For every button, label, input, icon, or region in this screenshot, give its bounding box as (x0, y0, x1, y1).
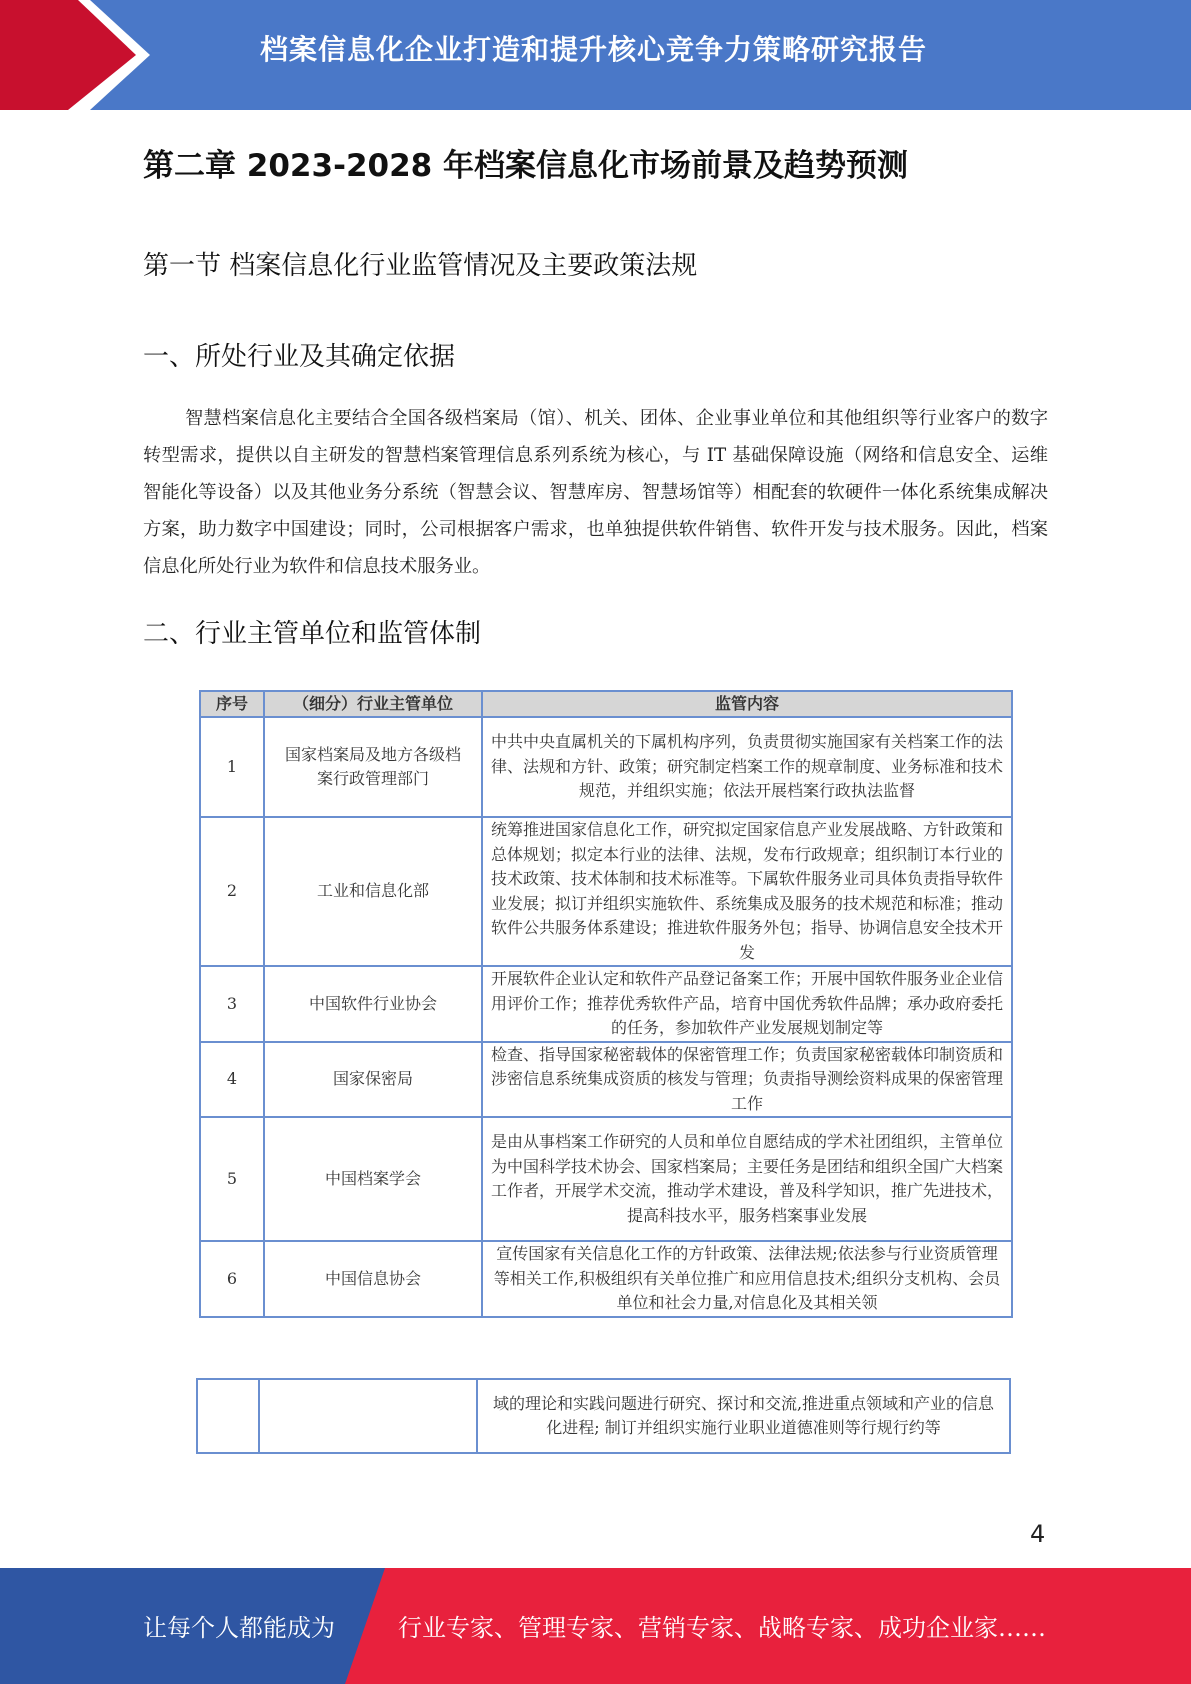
report-title: 档案信息化企业打造和提升核心竞争力策略研究报告 (260, 33, 928, 66)
cell-content: 域的理论和实践问题进行研究、探讨和交流,推进重点领域和产业的信息化进程; 制订并组织实施行业职业道德准则等行规行约等 (477, 1379, 1010, 1453)
page-footer-band (0, 1568, 1191, 1684)
cell-no: 2 (200, 817, 264, 966)
cell-no: 5 (200, 1117, 264, 1241)
cell-unit: 中国软件行业协会 (264, 966, 482, 1042)
cell-unit: 中国档案学会 (264, 1117, 482, 1241)
table-row (200, 817, 1012, 966)
cell-unit: 国家档案局及地方各级档案行政管理部门 (264, 717, 482, 817)
cell-content: 检查、指导国家秘密载体的保密管理工作；负责国家秘密载体印制资质和涉密信息系统集成资质的核发与管理；负责指导测绘资料成果的保密管理工作 (482, 1042, 1012, 1118)
header-red-arrow-decoration (0, 0, 150, 110)
cell-unit: 国家保密局 (264, 1042, 482, 1118)
cell-no: 3 (200, 966, 264, 1042)
table-row (200, 966, 1012, 1042)
table-row (200, 1241, 1012, 1317)
cell-no: 6 (200, 1241, 264, 1317)
cell-unit: 中国信息协会 (264, 1241, 482, 1317)
regulator-table (199, 690, 1013, 1318)
page-header-band (0, 0, 1191, 110)
cell-unit (259, 1379, 477, 1453)
body-paragraph: 智慧档案信息化主要结合全国各级档案局（馆）、机关、团体、企业事业单位和其他组织等行业客户的数字转型需求，提供以自主研发的智慧档案管理信息系列系统为核心，与 IT 基础保障设施（网络和信息安全、运维智能化等设备）以及其他业务分系统（智慧会议、智慧库房、智慧场馆等）相配套的软硬件一体化系统集成解决方案，助力数字中国建设；同时，公司根据客户需求，也单独提供软件销售、软件开发与技术服务。因此，档案信息化所处行业为软件和信息技术服务业。 (143, 408, 1048, 577)
cell-no (197, 1379, 259, 1453)
cell-content: 开展软件企业认定和软件产品登记备案工作；开展中国软件服务业企业信用评价工作；推荐优秀软件产品，培育中国优秀软件品牌；承办政府委托的任务，参加软件产业发展规划制定等 (482, 966, 1012, 1042)
section-title: 第一节 档案信息化行业监管情况及主要政策法规 (143, 251, 698, 281)
cell-content: 是由从事档案工作研究的人员和单位自愿结成的学术社团组织，主管单位为中国科学技术协会、国家档案局；主要任务是团结和组织全国广大档案工作者，开展学术交流，推动学术建设，普及科学知识，推广先进技术，提高科技水平，服务档案事业发展 (482, 1117, 1012, 1241)
table-row (200, 1042, 1012, 1118)
subsection-title-2: 二、行业主管单位和监管体制 (143, 619, 482, 649)
cell-content: 统筹推进国家信息化工作，研究拟定国家信息产业发展战略、方针政策和总体规划；拟定本行业的法律、法规，发布行政规章；组织制订本行业的技术政策、技术体制和技术标准等。下属软件服务业司具体负责指导软件业发展；拟订并组织实施软件、系统集成及服务的技术规范和标准；推动软件公共服务体系建设；推进软件服务外包；指导、协调信息安全技术开发 (482, 817, 1012, 966)
cell-unit: 工业和信息化部 (264, 817, 482, 966)
cell-content: 中共中央直属机关的下属机构序列，负责贯彻实施国家有关档案工作的法律、法规和方针、政策；研究制定档案工作的规章制度、业务标准和技术规范，并组织实施；依法开展档案行政执法监督 (482, 717, 1012, 817)
cell-no: 4 (200, 1042, 264, 1118)
page-number: 4 (1030, 1520, 1046, 1548)
table-header-row (200, 691, 1012, 717)
footer-slogan-right: 行业专家、管理专家、营销专家、战略专家、成功企业家…… (398, 1614, 1046, 1642)
cell-content: 宣传国家有关信息化工作的方针政策、法律法规;依法参与行业资质管理等相关工作,积极组织有关单位推广和应用信息技术;组织分支机构、会员单位和社会力量,对信息化及其相关领 (482, 1241, 1012, 1317)
table-row (200, 717, 1012, 817)
header-cell-unit: （细分）行业主管单位 (264, 691, 482, 717)
subsection-title-1: 一、所处行业及其确定依据 (143, 342, 456, 372)
regulator-table-continuation (196, 1378, 1011, 1454)
cell-no: 1 (200, 717, 264, 817)
footer-slogan-left: 让每个人都能成为 (143, 1614, 335, 1642)
header-cell-no: 序号 (200, 691, 264, 717)
header-cell-content: 监管内容 (482, 691, 1012, 717)
table-row (197, 1379, 1010, 1453)
chapter-title: 第二章 2023-2028 年档案信息化市场前景及趋势预测 (143, 148, 909, 184)
table-row (200, 1117, 1012, 1241)
